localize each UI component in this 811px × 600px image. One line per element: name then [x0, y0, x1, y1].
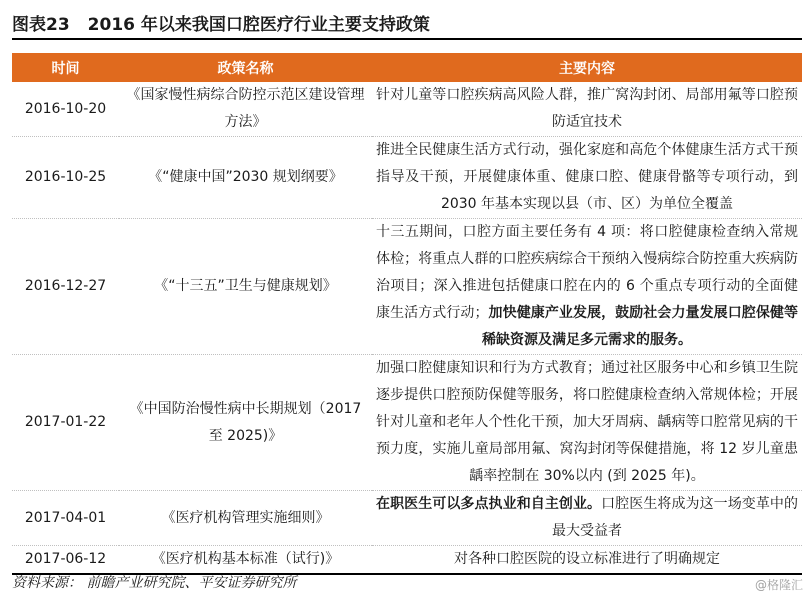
row-policy: 《医疗机构基本标准（试行)》	[119, 546, 372, 575]
figure-label: 图表23	[12, 15, 70, 35]
row-policy: 《“十三五”卫生与健康规划》	[119, 219, 372, 355]
row-content-emphasis: 加快健康产业发展，鼓励社会力量发展口腔保健等稀缺资源及满足多元需求的服务。	[482, 305, 799, 348]
table-header-row	[12, 53, 802, 82]
row-date: 2017-04-01	[12, 491, 119, 546]
row-date: 2017-06-12	[12, 546, 119, 575]
header-policy: 政策名称	[119, 53, 372, 82]
row-content-text: 加强口腔健康知识和行为方式教育；通过社区服务中心和乡镇卫生院逐步提供口腔预防保健等服务，将口腔健康检查纳入常规体检；开展针对儿童和老年人个性化干预，加大牙周病、龋病等口腔常见病的干预力度，实施儿童局部用氟、窝沟封闭等保健措施，将 12 岁儿童患龋率控制在 30%以内 (到 2025 年)。	[376, 360, 798, 484]
table-row	[12, 82, 802, 137]
row-policy: 《中国防治慢性病中长期规划（2017 至 2025)》	[119, 355, 372, 491]
table-row	[12, 137, 802, 219]
row-content	[372, 355, 802, 491]
row-content	[372, 491, 802, 546]
row-policy: 《医疗机构管理实施细则》	[119, 491, 372, 546]
row-policy: 《“健康中国”2030 规划纲要》	[119, 137, 372, 219]
figure-title-text: 2016 年以来我国口腔医疗行业主要支持政策	[87, 15, 430, 35]
table-row	[12, 355, 802, 491]
row-content	[372, 546, 802, 575]
row-date: 2017-01-22	[12, 355, 119, 491]
row-content-emphasis: 在职医生可以多点执业和自主创业。	[376, 496, 602, 512]
row-date: 2016-12-27	[12, 219, 119, 355]
row-content	[372, 82, 802, 137]
row-content-text: 口腔医生将成为这一场变革中的最大受益者	[552, 496, 799, 539]
watermark: @格隆汇	[754, 578, 803, 592]
row-content	[372, 219, 802, 355]
row-content-text: 推进全民健康生活方式行动，强化家庭和高危个体健康生活方式干预指导及干预，开展健康体重、健康口腔、健康骨骼等专项行动，到 2030 年基本实现以县（市、区）为单位全覆盖	[376, 142, 798, 212]
source-note: 资料来源： 前瞻产业研究院、平安证券研究所	[12, 575, 297, 591]
table-row	[12, 219, 802, 355]
title-divider	[12, 38, 802, 40]
row-policy: 《国家慢性病综合防控示范区建设管理方法》	[119, 82, 372, 137]
row-content-text: 针对儿童等口腔疾病高风险人群，推广窝沟封闭、局部用氟等口腔预防适宜技术	[376, 87, 798, 130]
figure-header	[0, 0, 811, 42]
header-content: 主要内容	[372, 53, 802, 82]
row-content-text: 对各种口腔医院的设立标准进行了明确规定	[454, 551, 720, 567]
row-date: 2016-10-25	[12, 137, 119, 219]
row-content	[372, 137, 802, 219]
figure-title	[12, 10, 430, 35]
table-row	[12, 546, 802, 575]
policy-table	[12, 53, 802, 575]
row-content-text: 十三五期间，口腔方面主要任务有 4 项：将口腔健康检查纳入常规体检；将重点人群的口腔疾病综合干预纳入慢病综合防控重大疾病防治项目；深入推进包括健康口腔在内的 6 个重点专项行动的全面健康生活方式行动；	[376, 224, 798, 321]
table-row	[12, 491, 802, 546]
header-date: 时间	[12, 53, 119, 82]
row-date: 2016-10-20	[12, 82, 119, 137]
